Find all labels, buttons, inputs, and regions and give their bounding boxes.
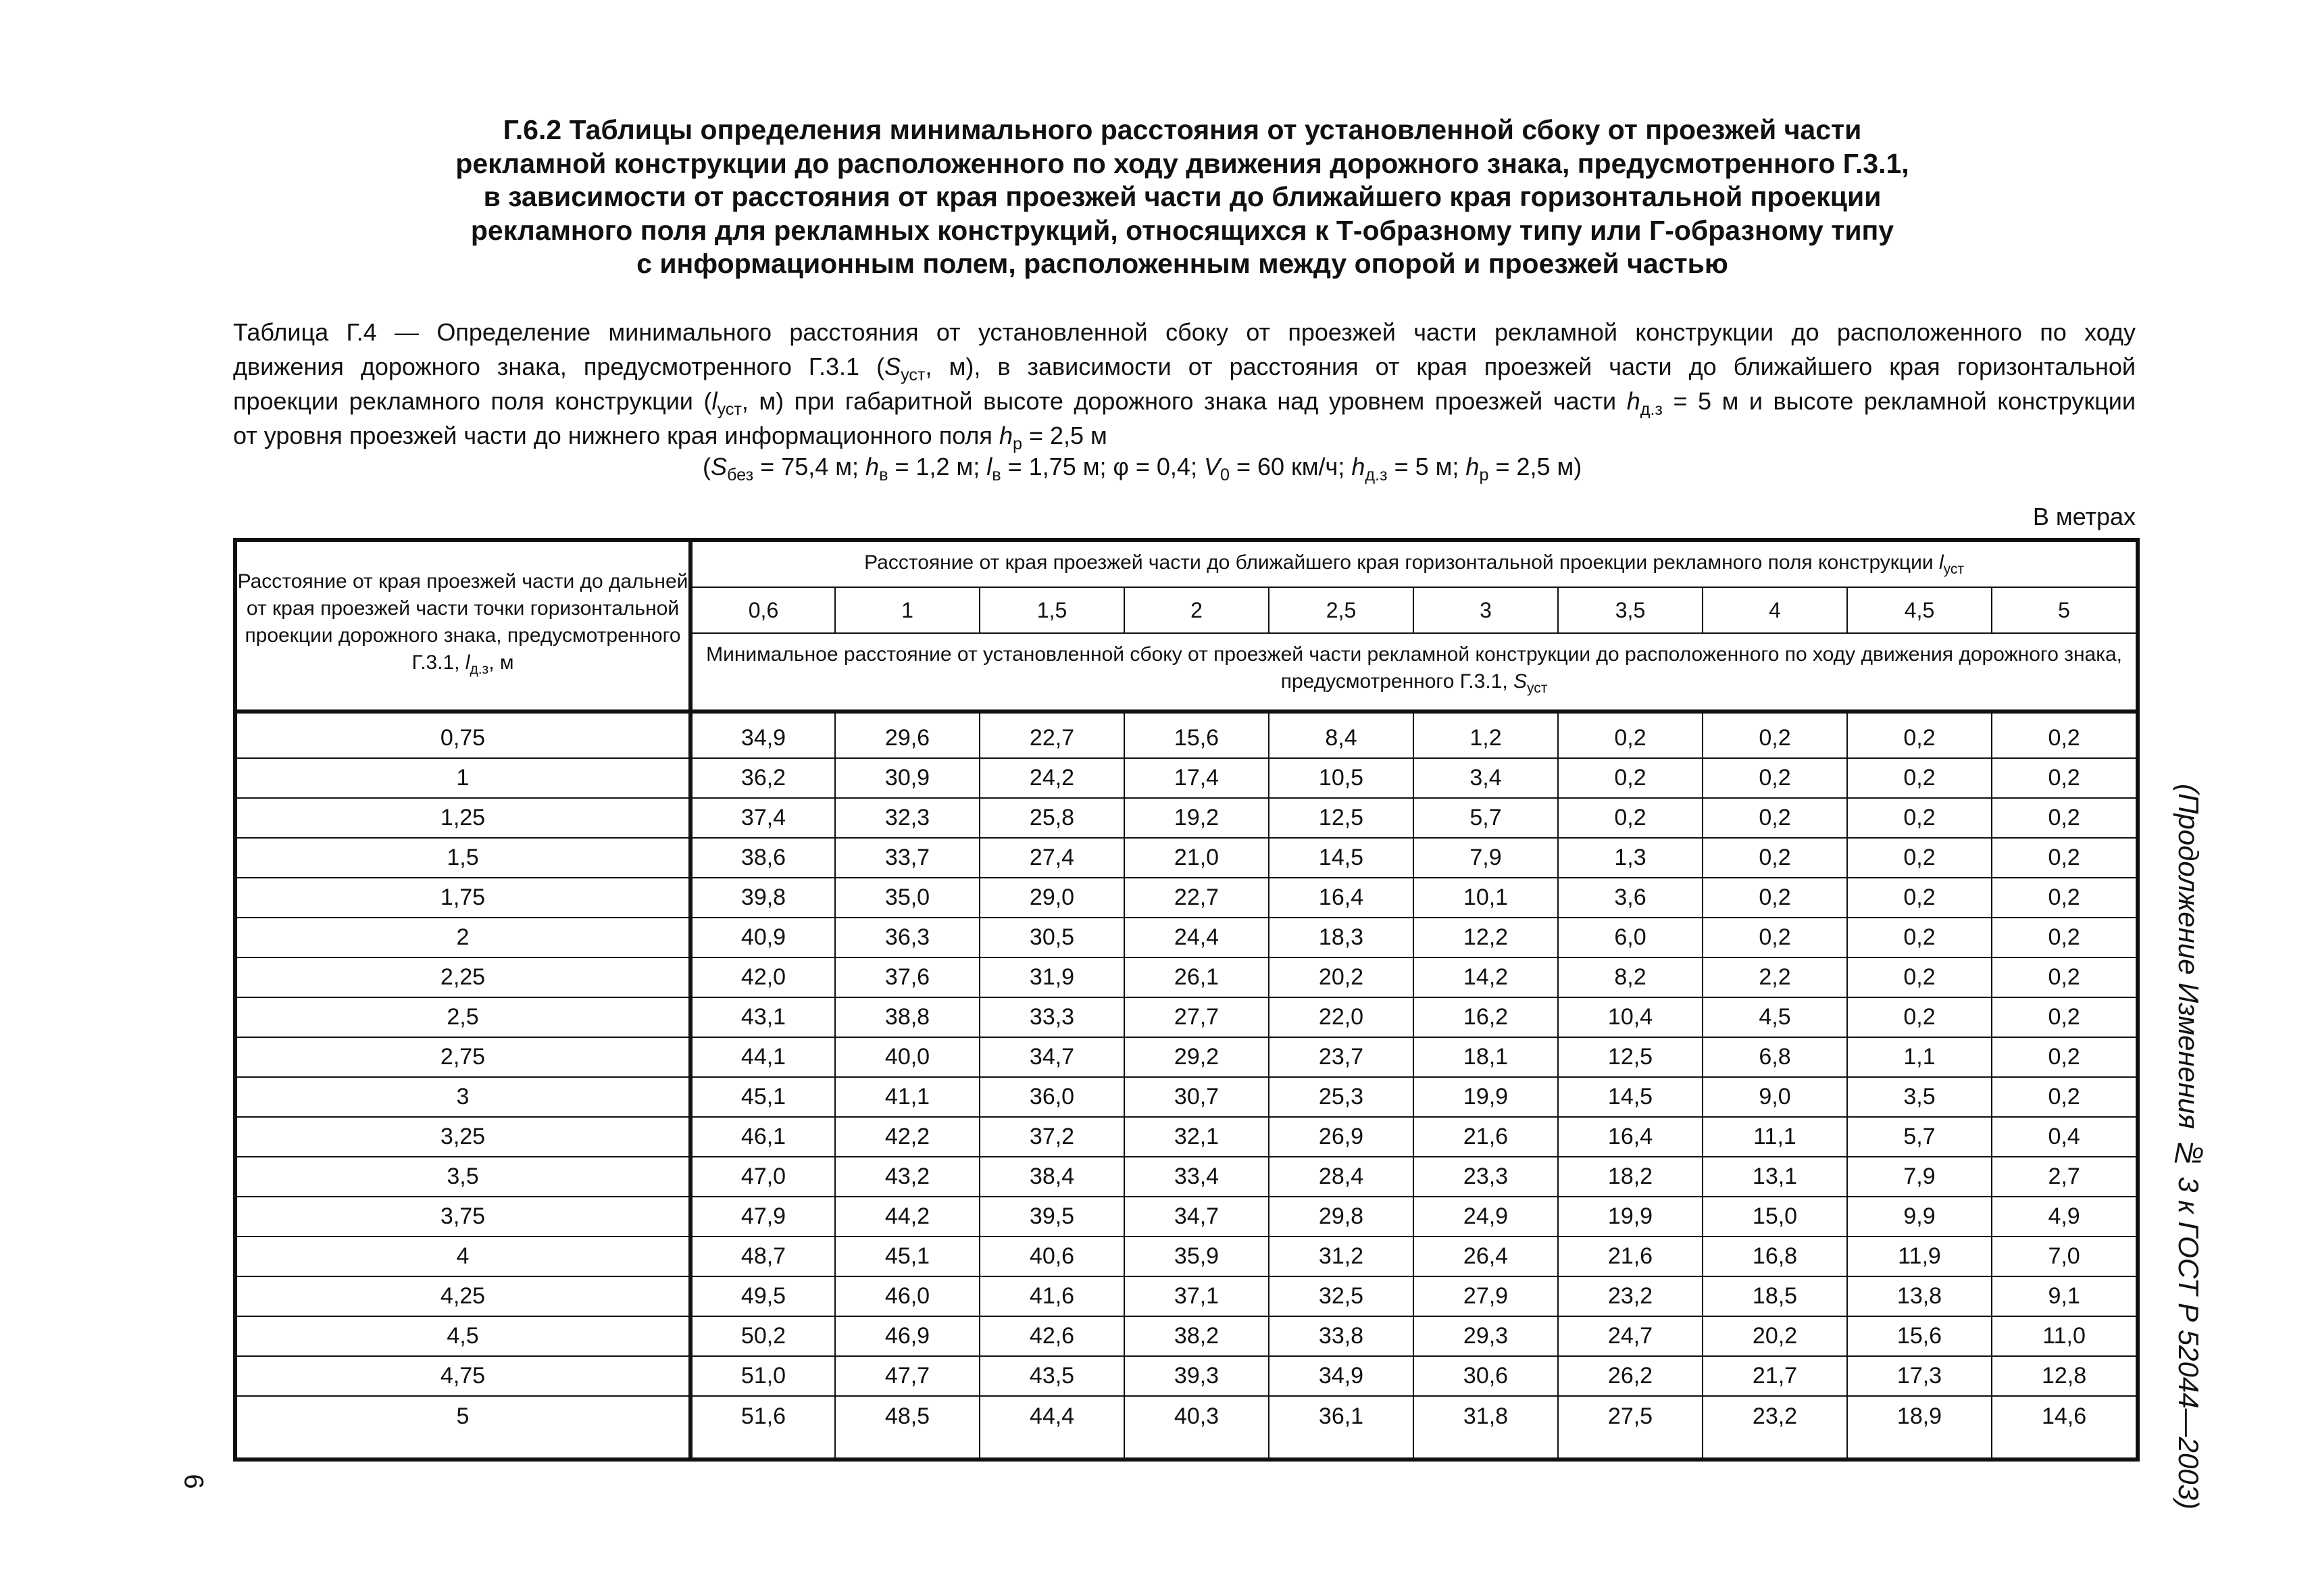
table-cell: 40,9 (690, 918, 835, 957)
table-cell: 1,1 (1847, 1037, 1992, 1077)
table-cell: 5,7 (1413, 798, 1558, 838)
table-row (235, 758, 2138, 798)
table-cell: 38,4 (980, 1157, 1124, 1197)
table-row (235, 918, 2138, 957)
table-cell: 13,1 (1703, 1157, 1847, 1197)
table-cell: 22,7 (1124, 878, 1269, 918)
subscript: уст (1527, 680, 1548, 696)
table-cell: 0,2 (1847, 758, 1992, 798)
symbol: V (1203, 453, 1220, 480)
table-cell: 29,6 (835, 712, 980, 758)
table-cell: 42,0 (690, 957, 835, 997)
table-cell: 33,4 (1124, 1157, 1269, 1197)
table-cell: 8,4 (1269, 712, 1413, 758)
table-cell: 34,7 (980, 1037, 1124, 1077)
row-label-cell: 3 (235, 1077, 690, 1117)
table-cell: 11,0 (1992, 1316, 2138, 1356)
table-cell: 40,0 (835, 1037, 980, 1077)
subscript: д.з (1640, 400, 1663, 420)
symbol: h (1351, 453, 1365, 480)
params-text: = 1,2 м; (888, 453, 987, 480)
caption-text: движения дорожного знака, предусмотренного Г.3.1 ( (233, 353, 885, 380)
units-label: В метрах (2032, 503, 2136, 530)
table-cell: 29,8 (1269, 1197, 1413, 1237)
table-cell: 15,0 (1703, 1197, 1847, 1237)
table-cell: 0,2 (1703, 712, 1847, 758)
table-cell: 0,2 (1847, 878, 1992, 918)
table-cell: 12,5 (1269, 798, 1413, 838)
table-cell: 46,0 (835, 1276, 980, 1316)
table-cell: 39,3 (1124, 1356, 1269, 1396)
table-cell: 21,0 (1124, 838, 1269, 878)
table-cell: 0,2 (1703, 918, 1847, 957)
table-cell: 21,6 (1558, 1237, 1703, 1276)
table-cell: 9,1 (1992, 1276, 2138, 1316)
table-row (235, 838, 2138, 878)
header-text: Расстояние от края проезжей части до дальней от края проезжей части точки горизонтальной проекции дорожного знака, предусмотренного Г.3.1, (237, 570, 688, 674)
table-cell: 22,7 (980, 712, 1124, 758)
heading-line: с информационным полем, расположенным между опорой и проезжей частью (636, 248, 1728, 279)
table-cell: 15,6 (1124, 712, 1269, 758)
table-cell: 15,6 (1847, 1316, 1992, 1356)
table-cell: 0,2 (1992, 1037, 2138, 1077)
table-cell: 0,2 (1703, 798, 1847, 838)
column-value-header: 2,5 (1269, 587, 1413, 633)
table-cell: 49,5 (690, 1276, 835, 1316)
row-label-cell: 1,25 (235, 798, 690, 838)
symbol: S (1513, 670, 1528, 693)
table-row (235, 1197, 2138, 1237)
table-cell: 11,1 (1703, 1117, 1847, 1157)
table-cell: 37,4 (690, 798, 835, 838)
caption-text: = 2,5 м (1022, 422, 1107, 449)
table-cell: 46,1 (690, 1117, 835, 1157)
table-cell: 0,2 (1703, 878, 1847, 918)
table-cell: 35,0 (835, 878, 980, 918)
table-cell: 26,1 (1124, 957, 1269, 997)
row-label-cell: 1 (235, 758, 690, 798)
caption-text: Таблица Г.4 — Определение минимального расстояния от установленной сбоку от проезжей части рекламной конструкции до расположенного по ходу (233, 318, 2136, 346)
table-cell: 0,2 (1558, 712, 1703, 758)
subscript: уст (717, 400, 742, 420)
table-cell: 0,2 (1847, 712, 1992, 758)
params-text: ( (703, 453, 711, 480)
table-cell: 21,6 (1413, 1117, 1558, 1157)
table-cell: 46,9 (835, 1316, 980, 1356)
table-cell: 17,4 (1124, 758, 1269, 798)
table-cell: 0,2 (1992, 878, 2138, 918)
caption-line (233, 384, 2136, 418)
table-row (235, 1077, 2138, 1117)
table-cell: 4,5 (1703, 997, 1847, 1037)
table-row (235, 1157, 2138, 1197)
subscript: уст (901, 366, 926, 385)
column-value-header: 0,6 (690, 587, 835, 633)
table-cell: 1,2 (1413, 712, 1558, 758)
table-cell: 18,9 (1847, 1396, 1992, 1460)
caption-text: от уровня проезжей части до нижнего края информационного поля (233, 422, 999, 449)
table-cell: 26,2 (1558, 1356, 1703, 1396)
symbol: h (865, 453, 880, 480)
table-cell: 18,5 (1703, 1276, 1847, 1316)
table-cell: 41,1 (835, 1077, 980, 1117)
table-cell: 48,7 (690, 1237, 835, 1276)
table-cell: 3,6 (1558, 878, 1703, 918)
table-caption (233, 315, 2136, 453)
header-text: Минимальное расстояние от установленной сбоку от проезжей части рекламной конструкции до расположенного по ходу движения дорожного знака, предусмотренного Г.3.1, (706, 643, 2123, 693)
table-cell: 44,1 (690, 1037, 835, 1077)
table-cell: 42,6 (980, 1316, 1124, 1356)
table-cell: 7,9 (1413, 838, 1558, 878)
symbol: l (986, 453, 992, 480)
table-cell: 10,5 (1269, 758, 1413, 798)
table-cell: 37,6 (835, 957, 980, 997)
table-cell: 19,9 (1558, 1197, 1703, 1237)
symbol: h (999, 422, 1013, 449)
table-cell: 27,7 (1124, 997, 1269, 1037)
table-cell: 0,2 (1992, 838, 2138, 878)
symbol: l (1938, 551, 1944, 574)
table-cell: 39,5 (980, 1197, 1124, 1237)
symbol: h (1465, 453, 1480, 480)
table-cell: 0,2 (1847, 838, 1992, 878)
table-cell: 9,9 (1847, 1197, 1992, 1237)
table-cell: 16,4 (1558, 1117, 1703, 1157)
header-text: Расстояние от края проезжей части до ближайшего края горизонтальной проекции рекламного поля конструкции (864, 551, 1939, 574)
table-cell: 14,2 (1413, 957, 1558, 997)
header-text: , м (488, 651, 514, 674)
distance-table (233, 538, 2140, 1462)
table-row (235, 1037, 2138, 1077)
table-cell: 0,2 (1847, 997, 1992, 1037)
table-cell: 30,6 (1413, 1356, 1558, 1396)
parameters-line (703, 453, 1582, 485)
table-cell: 23,2 (1558, 1276, 1703, 1316)
table-cell: 38,6 (690, 838, 835, 878)
table-cell: 21,7 (1703, 1356, 1847, 1396)
table-cell: 23,7 (1269, 1037, 1413, 1077)
table-cell: 0,2 (1847, 798, 1992, 838)
table-cell: 51,6 (690, 1396, 835, 1460)
table-cell: 51,0 (690, 1356, 835, 1396)
subscript: уст (1943, 561, 1965, 577)
table-cell: 36,2 (690, 758, 835, 798)
table-cell: 45,1 (690, 1077, 835, 1117)
caption-text: , м), в зависимости от расстояния от края проезжей части до ближайшего края горизонтальной (925, 353, 2136, 380)
row-label-cell: 2 (235, 918, 690, 957)
table-cell: 27,5 (1558, 1396, 1703, 1460)
table-cell: 0,2 (1703, 838, 1847, 878)
table-cell: 7,0 (1992, 1237, 2138, 1276)
table-cell: 19,9 (1413, 1077, 1558, 1117)
column-value-header: 3 (1413, 587, 1558, 633)
table-cell: 12,2 (1413, 918, 1558, 957)
table-body (235, 712, 2138, 1460)
table-cell: 1,3 (1558, 838, 1703, 878)
table-cell: 23,2 (1703, 1396, 1847, 1460)
table-cell: 38,2 (1124, 1316, 1269, 1356)
caption-line (233, 349, 2136, 384)
table-cell: 23,3 (1413, 1157, 1558, 1197)
table-cell: 10,1 (1413, 878, 1558, 918)
row-label-cell: 4 (235, 1237, 690, 1276)
table-cell: 30,5 (980, 918, 1124, 957)
table-cell: 0,2 (1558, 798, 1703, 838)
table-row (235, 1276, 2138, 1316)
table-cell: 25,3 (1269, 1077, 1413, 1117)
table-cell: 19,2 (1124, 798, 1269, 838)
table-row (235, 1237, 2138, 1276)
table-cell: 32,1 (1124, 1117, 1269, 1157)
table-cell: 5,7 (1847, 1117, 1992, 1157)
table-row (235, 957, 2138, 997)
subscript: р (1012, 434, 1022, 454)
table-cell: 2,2 (1703, 957, 1847, 997)
table-cell: 11,9 (1847, 1237, 1992, 1276)
table-row (235, 1316, 2138, 1356)
table-cell: 24,2 (980, 758, 1124, 798)
table-cell: 16,8 (1703, 1237, 1847, 1276)
table-cell: 34,9 (1269, 1356, 1413, 1396)
table-cell: 6,8 (1703, 1037, 1847, 1077)
subscript: 0 (1219, 466, 1230, 485)
table-cell: 33,8 (1269, 1316, 1413, 1356)
table-cell: 37,2 (980, 1117, 1124, 1157)
table-cell: 50,2 (690, 1316, 835, 1356)
table-cell: 24,4 (1124, 918, 1269, 957)
table-row (235, 997, 2138, 1037)
row-label-cell: 3,75 (235, 1197, 690, 1237)
row-label-cell: 3,25 (235, 1117, 690, 1157)
min-distance-header (690, 633, 2138, 712)
table-cell: 36,0 (980, 1077, 1124, 1117)
table-cell: 24,7 (1558, 1316, 1703, 1356)
table-cell: 47,0 (690, 1157, 835, 1197)
subscript: д.з (1365, 466, 1388, 485)
column-value-header: 2 (1124, 587, 1269, 633)
table-cell: 38,8 (835, 997, 980, 1037)
params-text: = 75,4 м; (753, 453, 866, 480)
table-row (235, 1396, 2138, 1460)
params-text: = 1,75 м; φ = 0,4; (1001, 453, 1204, 480)
table-cell: 0,2 (1992, 798, 2138, 838)
table-cell: 31,2 (1269, 1237, 1413, 1276)
table-cell: 25,8 (980, 798, 1124, 838)
table-cell: 32,5 (1269, 1276, 1413, 1316)
table-cell: 44,4 (980, 1396, 1124, 1460)
heading-line: рекламной конструкции до расположенного по ходу движения дорожного знака, предусмотренного Г.3.1, (455, 147, 1909, 179)
caption-text: , м) при габаритной высоте дорожного знака над уровнем проезжей части (741, 387, 1627, 415)
table-cell: 20,2 (1703, 1316, 1847, 1356)
table-cell: 37,1 (1124, 1276, 1269, 1316)
table-cell: 34,9 (690, 712, 835, 758)
caption-line (233, 418, 2136, 453)
row-label-cell: 5 (235, 1396, 690, 1460)
table-cell: 27,9 (1413, 1276, 1558, 1316)
table-cell: 0,2 (1847, 957, 1992, 997)
heading-line: Г.6.2 Таблицы определения минимального расстояния от установленной сбоку от проезжей части (503, 114, 1862, 145)
caption-line (233, 315, 2136, 349)
table-cell: 30,9 (835, 758, 980, 798)
table-cell: 33,7 (835, 838, 980, 878)
side-note: (Продолжение Изменения № 3 к ГОСТ Р 52044—2003) (2173, 784, 2205, 1510)
table-cell: 24,9 (1413, 1197, 1558, 1237)
table-cell: 14,5 (1558, 1077, 1703, 1117)
section-heading (405, 114, 1959, 281)
row-label-cell: 2,5 (235, 997, 690, 1037)
row-label-cell: 1,5 (235, 838, 690, 878)
table-cell: 9,0 (1703, 1077, 1847, 1117)
table-cell: 16,2 (1413, 997, 1558, 1037)
heading-line: рекламного поля для рекламных конструкций, относящихся к Т-образному типу или Г-образному типу (470, 214, 1894, 246)
table-cell: 26,4 (1413, 1237, 1558, 1276)
subscript: без (727, 466, 754, 485)
table-row (235, 878, 2138, 918)
table-cell: 47,9 (690, 1197, 835, 1237)
subscript: д.з (470, 662, 489, 677)
table-cell: 39,8 (690, 878, 835, 918)
table-cell: 40,3 (1124, 1396, 1269, 1460)
table-cell: 32,3 (835, 798, 980, 838)
column-value-header: 1,5 (980, 587, 1124, 633)
table-cell: 16,4 (1269, 878, 1413, 918)
row-label-cell: 4,5 (235, 1316, 690, 1356)
table-cell: 41,6 (980, 1276, 1124, 1316)
table-cell: 29,2 (1124, 1037, 1269, 1077)
table-cell: 30,7 (1124, 1077, 1269, 1117)
row-label-cell: 2,75 (235, 1037, 690, 1077)
table-row (235, 1117, 2138, 1157)
table-cell: 20,2 (1269, 957, 1413, 997)
symbol: l (711, 387, 718, 415)
table-cell: 0,2 (1992, 758, 2138, 798)
table-cell: 36,3 (835, 918, 980, 957)
subscript: в (992, 466, 1001, 485)
table-cell: 2,7 (1992, 1157, 2138, 1197)
table-cell: 0,2 (1992, 957, 2138, 997)
column-value-header: 4 (1703, 587, 1847, 633)
table-cell: 0,2 (1992, 1077, 2138, 1117)
table-cell: 47,7 (835, 1356, 980, 1396)
table-cell: 0,2 (1992, 918, 2138, 957)
subscript: р (1479, 466, 1489, 485)
params-text: = 2,5 м) (1488, 453, 1582, 480)
row-label-cell: 2,25 (235, 957, 690, 997)
table-cell: 7,9 (1847, 1157, 1992, 1197)
table-row (235, 798, 2138, 838)
table-cell: 12,5 (1558, 1037, 1703, 1077)
table-cell: 0,4 (1992, 1117, 2138, 1157)
table-cell: 14,5 (1269, 838, 1413, 878)
table-cell: 14,6 (1992, 1396, 2138, 1460)
table-cell: 36,1 (1269, 1396, 1413, 1460)
table-cell: 12,8 (1992, 1356, 2138, 1396)
symbol: l (465, 651, 470, 674)
caption-text: = 5 м и высоте рекламной конструкции (1662, 387, 2136, 415)
symbol: S (711, 453, 728, 480)
table-cell: 0,2 (1558, 758, 1703, 798)
table-cell: 26,9 (1269, 1117, 1413, 1157)
params-text: = 60 км/ч; (1229, 453, 1352, 480)
table-cell: 29,0 (980, 878, 1124, 918)
table-cell: 31,9 (980, 957, 1124, 997)
table-cell: 0,2 (1992, 997, 2138, 1037)
table-cell: 22,0 (1269, 997, 1413, 1037)
subscript: в (879, 466, 888, 485)
column-value-header: 5 (1992, 587, 2138, 633)
row-label-cell: 4,25 (235, 1276, 690, 1316)
column-value-header: 3,5 (1558, 587, 1703, 633)
table-cell: 27,4 (980, 838, 1124, 878)
left-column-header (235, 540, 690, 712)
table-cell: 45,1 (835, 1237, 980, 1276)
symbol: h (1626, 387, 1640, 415)
table-cell: 44,2 (835, 1197, 980, 1237)
table-cell: 48,5 (835, 1396, 980, 1460)
table-cell: 43,1 (690, 997, 835, 1037)
table-row (235, 712, 2138, 758)
table-cell: 6,0 (1558, 918, 1703, 957)
table-cell: 40,6 (980, 1237, 1124, 1276)
row-label-cell: 4,75 (235, 1356, 690, 1396)
params-text: = 5 м; (1387, 453, 1466, 480)
caption-text: проекции рекламного поля конструкции ( (233, 387, 712, 415)
table-cell: 3,4 (1413, 758, 1558, 798)
table-cell: 18,2 (1558, 1157, 1703, 1197)
column-value-header: 1 (835, 587, 980, 633)
column-value-header: 4,5 (1847, 587, 1992, 633)
table-cell: 4,9 (1992, 1197, 2138, 1237)
table-cell: 42,2 (835, 1117, 980, 1157)
table-cell: 28,4 (1269, 1157, 1413, 1197)
table-cell: 43,2 (835, 1157, 980, 1197)
heading-line: в зависимости от расстояния от края проезжей части до ближайшего края горизонтальной проекции (483, 181, 1882, 212)
table-cell: 0,2 (1992, 712, 2138, 758)
table-cell: 29,3 (1413, 1316, 1558, 1356)
table-cell: 18,3 (1269, 918, 1413, 957)
table-cell: 33,3 (980, 997, 1124, 1037)
table-cell: 31,8 (1413, 1396, 1558, 1460)
top-column-header (690, 540, 2138, 587)
table-cell: 8,2 (1558, 957, 1703, 997)
table-cell: 18,1 (1413, 1037, 1558, 1077)
symbol: S (884, 353, 901, 380)
table-cell: 34,7 (1124, 1197, 1269, 1237)
table-cell: 35,9 (1124, 1237, 1269, 1276)
table-cell: 0,2 (1703, 758, 1847, 798)
table-cell: 0,2 (1847, 918, 1992, 957)
table-cell: 3,5 (1847, 1077, 1992, 1117)
row-label-cell: 1,75 (235, 878, 690, 918)
page-number: 6 (178, 1474, 209, 1489)
table-cell: 17,3 (1847, 1356, 1992, 1396)
table-row (235, 1356, 2138, 1396)
table-cell: 10,4 (1558, 997, 1703, 1037)
table-cell: 13,8 (1847, 1276, 1992, 1316)
table-cell: 43,5 (980, 1356, 1124, 1396)
row-label-cell: 3,5 (235, 1157, 690, 1197)
row-label-cell: 0,75 (235, 712, 690, 758)
